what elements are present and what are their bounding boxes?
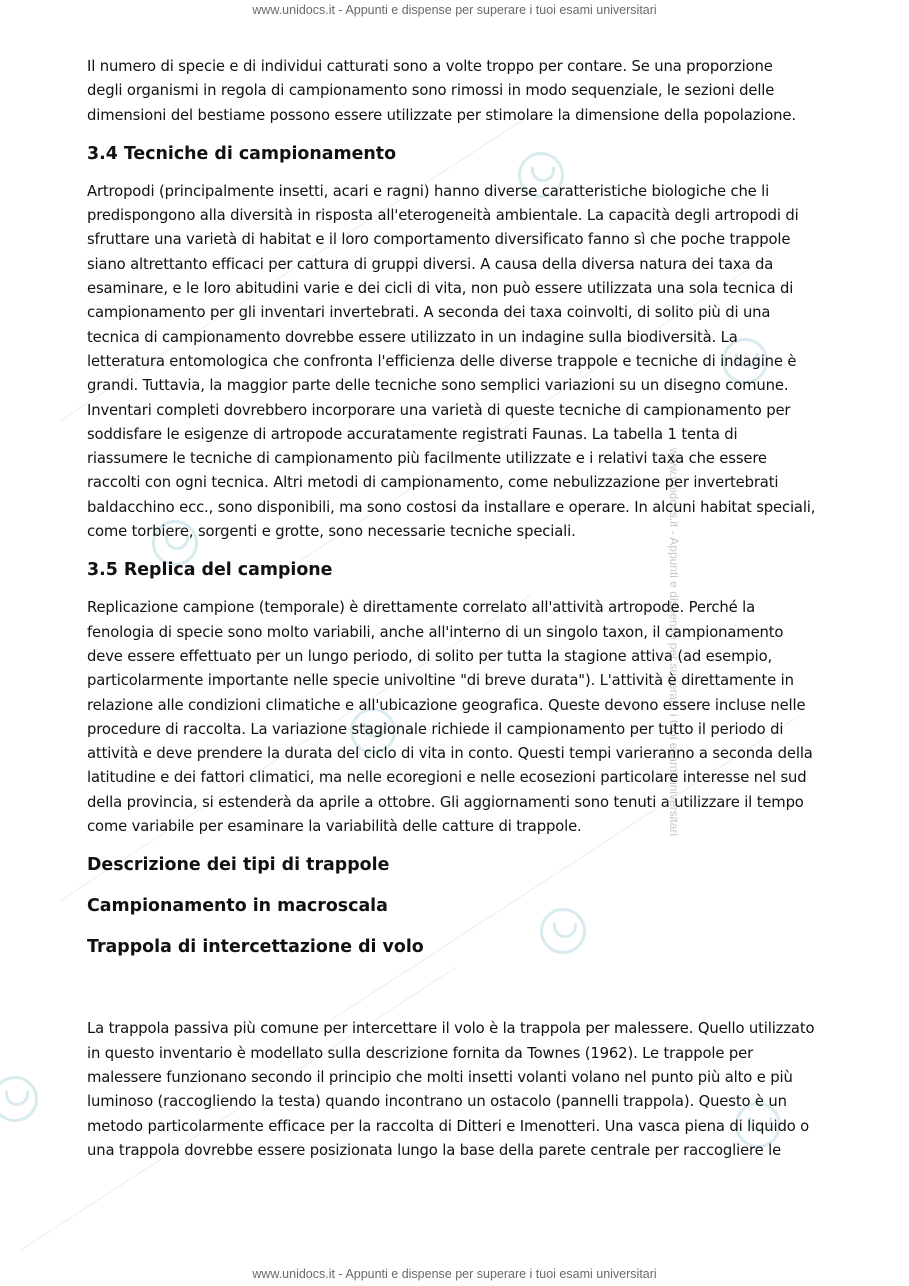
text-line: una trappola dovrebbe essere posizionata lungo la base della parete centrale per raccogliere le xyxy=(87,1141,782,1159)
text-line: soddisfare le esigenze di artropode accuratamente registrati Faunas. La tabella 1 tenta di xyxy=(87,425,738,443)
text-line: metodo particolarmente efficace per la raccolta di Ditteri e Imenotteri. Una vasca piena di liquido o xyxy=(87,1117,810,1135)
text-line: raccolti con ogni tecnica. Altri metodi di campionamento, come nebulizzazione per invertebrati xyxy=(87,474,779,492)
watermark-banner-top: www.unidocs.it - Appunti e dispense per superare i tuoi esami universitari xyxy=(252,3,657,17)
text-line: riassumere le tecniche di campionamento più facilmente utilizzate e i relativi taxa che essere xyxy=(87,450,767,468)
text-line: letteratura entomologica che confronta l'efficienza delle diverse trappole e tecniche di indagine è xyxy=(87,352,797,370)
text-line: malessere funzionano secondo il principio che molti insetti volanti volano nel punto più alto e più xyxy=(87,1068,793,1086)
heading-trap-types: Descrizione dei tipi di trappole xyxy=(87,855,390,876)
section-3-4-paragraph xyxy=(87,180,822,544)
text-line: campionamento per gli inventari invertebrati. A seconda dei taxa coinvolti, di solito più di una xyxy=(87,304,771,322)
heading-macroscale: Campionamento in macroscala xyxy=(87,896,388,917)
text-line: luminoso (raccogliendo la testa) quando incontrano un ostacolo (pannelli trappola). Questo è un xyxy=(87,1093,787,1111)
heading-3-5: 3.5 Replica del campione xyxy=(87,560,333,581)
text-line: deve essere effettuato per un lungo periodo, di solito per tutta la stagione attiva (ad esempio, xyxy=(87,647,773,665)
text-line: Replicazione campione (temporale) è direttamente correlato all'attività artropode. Perché la xyxy=(87,599,755,617)
text-line: tecnica di campionamento dovrebbe essere utilizzato in un indagine sulla biodiversità. La xyxy=(87,328,738,346)
watermark-side-right: www.unidocs.it - Appunti e dispense per superare i tuoi esami universitari xyxy=(667,447,682,837)
intro-paragraph xyxy=(87,55,822,128)
text-line: sfruttare una varietà di habitat e il loro comportamento diversificato fanno sì che poche trappole xyxy=(87,231,791,249)
flight-trap-paragraph xyxy=(87,1017,822,1163)
text-line: fenologia di specie sono molto variabili, anche all'interno di un singolo taxon, il campionamento xyxy=(87,623,784,641)
text-line: dimensioni del bestiame possono essere utilizzate per stimolare la dimensione della popolazione. xyxy=(87,106,796,124)
text-line: procedure di raccolta. La variazione stagionale richiede il campionamento per tutto il periodo di xyxy=(87,720,784,738)
unidocs-logo-icon xyxy=(0,1076,38,1122)
document-body xyxy=(87,55,822,1163)
text-line: attività e deve prendere la durata del ciclo di vita in conto. Questi tempi varieranno a seconda della xyxy=(87,745,813,763)
text-line: siano altrettanto efficaci per cattura di gruppi diversi. A causa della diversa natura dei taxa da xyxy=(87,255,774,273)
text-line: della provincia, si estenderà da aprile a ottobre. Gli aggiornamenti sono tenuti a utilizzare il tempo xyxy=(87,793,804,811)
text-line: Inventari completi dovrebbero incorporare una varietà di queste tecniche di campionamento per xyxy=(87,401,791,419)
text-line: particolarmente importante nelle specie univoltine "di breve durata"). L'attività è direttamente in xyxy=(87,672,794,690)
section-3-5-paragraph xyxy=(87,596,822,839)
text-line: Il numero di specie e di individui catturati sono a volte troppo per contare. Se una proporzione xyxy=(87,58,773,75)
text-line: grandi. Tuttavia, la maggior parte delle tecniche sono semplici variazioni su un disegno comune. xyxy=(87,377,789,395)
text-line: baldacchino ecc., sono disponibili, ma sono costosi da installare e operare. In alcuni habitat speciali, xyxy=(87,498,816,516)
text-line: Artropodi (principalmente insetti, acari e ragni) hanno diverse caratteristiche biologiche che li xyxy=(87,182,770,200)
text-line: come torbiere, sorgenti e grotte, sono necessarie tecniche speciali. xyxy=(87,523,576,541)
text-line: come variabile per esaminare la variabilità delle catture di trappole. xyxy=(87,818,582,836)
watermark-banner-bottom: www.unidocs.it - Appunti e dispense per superare i tuoi esami universitari xyxy=(252,1267,657,1281)
text-line: esaminare, e le loro abitudini varie e dei cicli di vita, non può essere utilizzata una sola tecnica di xyxy=(87,280,794,298)
text-line: La trappola passiva più comune per intercettare il volo è la trappola per malessere. Quello utilizzato xyxy=(87,1020,815,1038)
text-line: relazione alle condizioni climatiche e all'ubicazione geografica. Queste devono essere incluse nelle xyxy=(87,696,806,714)
heading-3-4: 3.4 Tecniche di campionamento xyxy=(87,143,397,164)
text-line: latitudine e dei fattori climatici, ma nelle ecoregioni e nelle ecosezioni particolare interesse nel sud xyxy=(87,769,807,787)
heading-flight-intercept: Trappola di intercettazione di volo xyxy=(87,937,424,958)
text-line: degli organismi in regola di campionamento sono rimossi in modo sequenziale, le sezioni delle xyxy=(87,82,775,100)
text-line: in questo inventario è modellato sulla descrizione fornita da Townes (1962). Le trappole per xyxy=(87,1044,754,1062)
text-line: predispongono alla diversità in risposta all'eterogeneità ambientale. La capacità degli artropodi di xyxy=(87,207,799,225)
